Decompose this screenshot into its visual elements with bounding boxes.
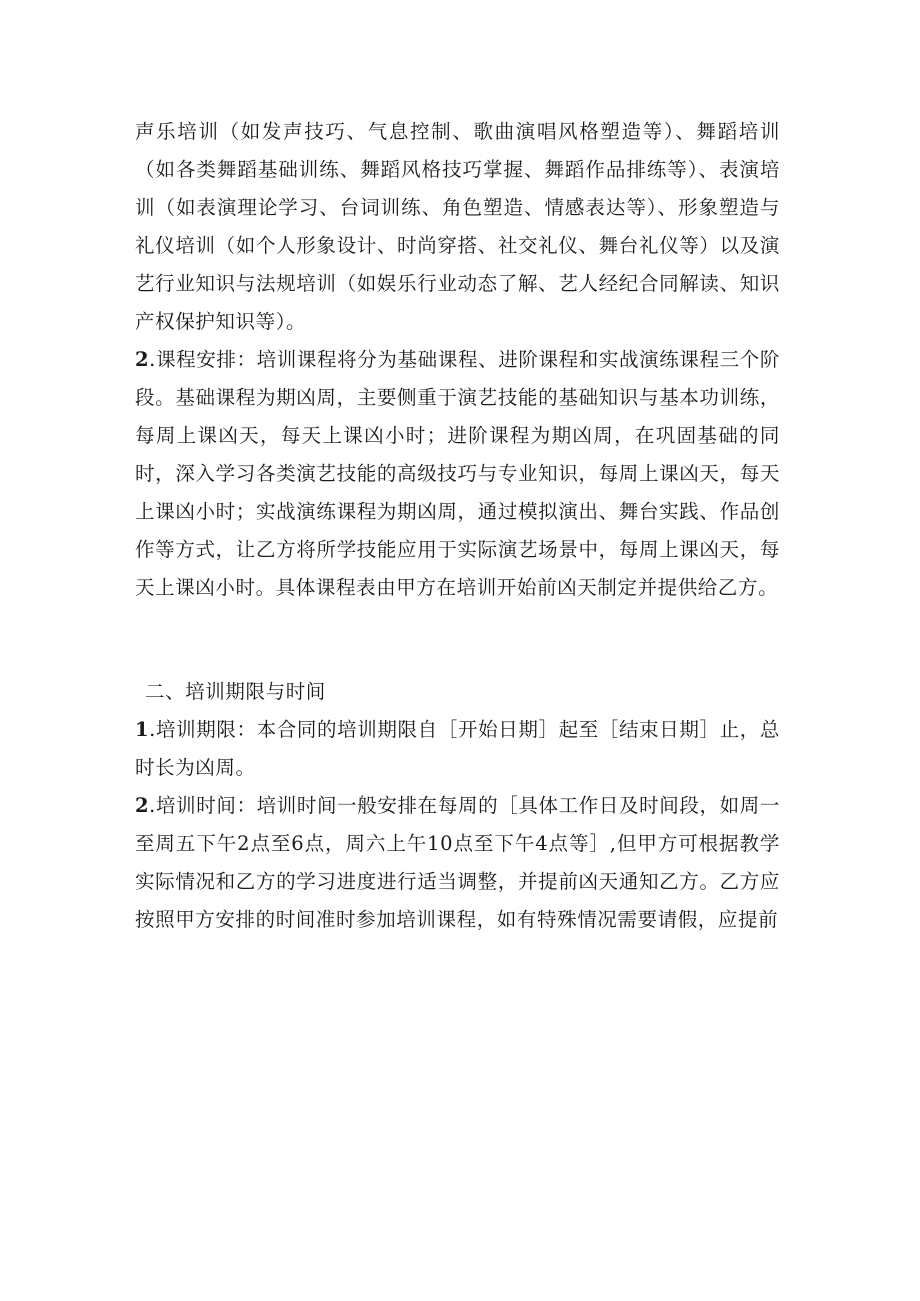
list-number: 2: [135, 348, 150, 371]
paragraph-text: .课程安排：培训课程将分为基础课程、进阶课程和实战演练课程三个阶段。基础课程为期凶周，主要侧重于演艺技能的基础知识与基本功训练，每周上课凶天，每天上课凶小时；进阶课程为期凶周，在巩固基础的同时，深入学习各类演艺技能的高级技巧与专业知识，每周上课凶天，每天上课凶小时；实战演练课程为期凶周，通过模拟演出、舞台实践、作品创作等方式，让乙方将所学技能应用于实际演艺场景中，每周上课凶天，每天上课凶小时。具体课程表由甲方在培训开始前凶天制定并提供给乙方。: [135, 348, 780, 599]
paragraph-text: .培训时间：培训时间一般安排在每周的［具体工作日及时间段，如周一至周五下午2点至6点，周六上午10点至下午4点等］,但甲方可根据教学实际情况和乙方的学习进度进行适当调整，并提前凶天通知乙方。乙方应按照甲方安排的时间准时参加培训课程，如有特殊情况需要请假，应提前: [135, 794, 780, 931]
list-number: 2: [135, 794, 150, 817]
paragraph-training-period: [135, 711, 780, 787]
paragraph-course-arrangement: [135, 341, 780, 607]
paragraph-training-time: [135, 787, 780, 939]
section-spacer: [135, 607, 780, 673]
paragraph-text: .培训期限：本合同的培训期限自［开始日期］起至［结束日期］止，总时长为凶周。: [135, 718, 780, 779]
document-page: [135, 113, 780, 939]
list-number: 1: [135, 718, 150, 741]
section-heading: 二、培训期限与时间: [145, 680, 326, 703]
paragraph-text: 声乐培训（如发声技巧、气息控制、歌曲演唱风格塑造等）、舞蹈培训（如各类舞蹈基础训练、舞蹈风格技巧掌握、舞蹈作品排练等）、表演培训（如表演理论学习、台词训练、角色塑造、情感表达等）、形象塑造与礼仪培训（如个人形象设计、时尚穿搭、社交礼仪、舞台礼仪等）以及演艺行业知识与法规培训（如娱乐行业动态了解、艺人经纪合同解读、知识产权保护知识等）。: [135, 120, 780, 333]
paragraph-training-content: [135, 113, 780, 341]
